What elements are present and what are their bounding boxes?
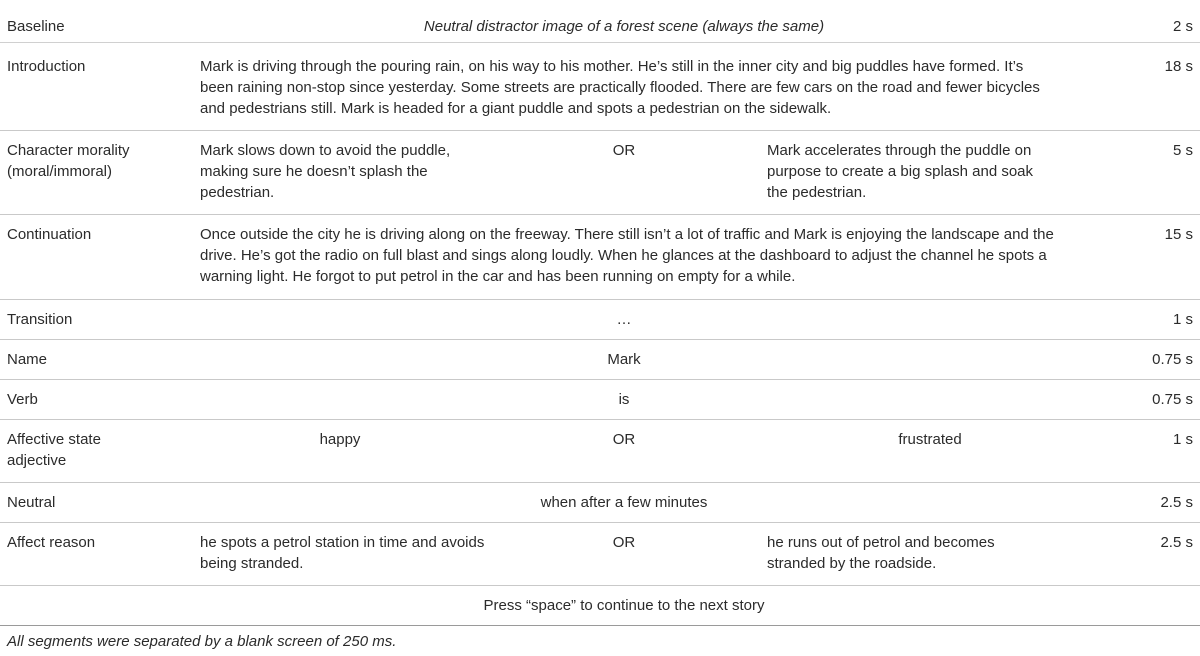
row-duration: 2.5 s — [1160, 494, 1193, 511]
row-content: Mark is driving through the pouring rain, on his way to his mother. He’s still in the inner city and big puddles have formed. It’s been raining non-stop since yesterday. Some streets are practically flooded. There are few cars on the road and fewer bicycles and pedestrians still. Mark is headed for a giant puddle and spots a pedestrian on the sidewalk. — [200, 58, 1040, 117]
negative-reason: he runs out of petrol and becomes stranded by the roadside. — [767, 534, 995, 572]
row-duration: 2 s — [1172, 18, 1193, 35]
or-separator: OR — [612, 534, 636, 551]
positive-adjective: happy — [319, 431, 361, 448]
row-label: Verb — [7, 391, 38, 408]
row-label: Neutral — [7, 494, 56, 511]
row-label: Baseline — [7, 18, 65, 35]
table-row-adjective — [0, 420, 1200, 483]
table-row-introduction — [0, 43, 1200, 131]
moral-option: Mark slows down to avoid the puddle, making sure he doesn’t splash the pedestrian. — [200, 142, 451, 201]
row-label: Name — [7, 351, 48, 368]
table-row-continuation — [0, 215, 1200, 300]
row-label: Introduction — [7, 58, 86, 75]
negative-adjective: frustrated — [898, 431, 962, 448]
row-label: Transition — [7, 311, 73, 328]
row-duration: 18 s — [1164, 58, 1193, 75]
row-duration: 15 s — [1164, 226, 1193, 243]
row-duration: 0.75 s — [1152, 351, 1193, 368]
row-content: Once outside the city he is driving along on the freeway. There still isn’t a lot of traffic and Mark is enjoying the landscape and the drive. He’s got the radio on full blast and sings along loudly. When he glances at the dashboard to adjust the channel he spots a warning light. He forgot to put petrol in the car and has been running on empty for a while. — [200, 226, 1054, 285]
table-row-name — [0, 340, 1200, 380]
row-duration: 5 s — [1172, 142, 1193, 159]
or-separator: OR — [612, 142, 636, 159]
row-duration: 0.75 s — [1152, 391, 1193, 408]
table-row-verb — [0, 380, 1200, 420]
row-label: Character morality (moral/immoral) — [7, 142, 130, 180]
table-row-neutral — [0, 483, 1200, 523]
row-content: Mark — [607, 351, 641, 368]
row-content: when after a few minutes — [540, 494, 708, 511]
positive-reason: he spots a petrol station in time and avoids being stranded. — [200, 534, 485, 572]
or-separator: OR — [612, 431, 636, 448]
row-duration: 1 s — [1172, 431, 1193, 448]
row-duration: 2.5 s — [1160, 534, 1193, 551]
table-footnote: All segments were separated by a blank screen of 250 ms. — [7, 633, 397, 650]
row-label: Affective state adjective — [7, 431, 101, 469]
press-space-instruction: Press “space” to continue to the next story — [483, 597, 765, 614]
table-row-morality — [0, 131, 1200, 215]
row-content: … — [616, 311, 632, 328]
row-duration: 1 s — [1172, 311, 1193, 328]
immoral-option: Mark accelerates through the puddle on purpose to create a big splash and soak the pedestrian. — [767, 142, 1034, 201]
table-row-reason — [0, 523, 1200, 586]
row-label: Continuation — [7, 226, 92, 243]
table-row-baseline — [0, 0, 1200, 43]
table-row-transition — [0, 300, 1200, 340]
row-content: is — [618, 391, 630, 408]
row-label: Affect reason — [7, 534, 96, 551]
table-row-press-space — [0, 586, 1200, 626]
row-content: Neutral distractor image of a forest scene (always the same) — [423, 18, 825, 35]
